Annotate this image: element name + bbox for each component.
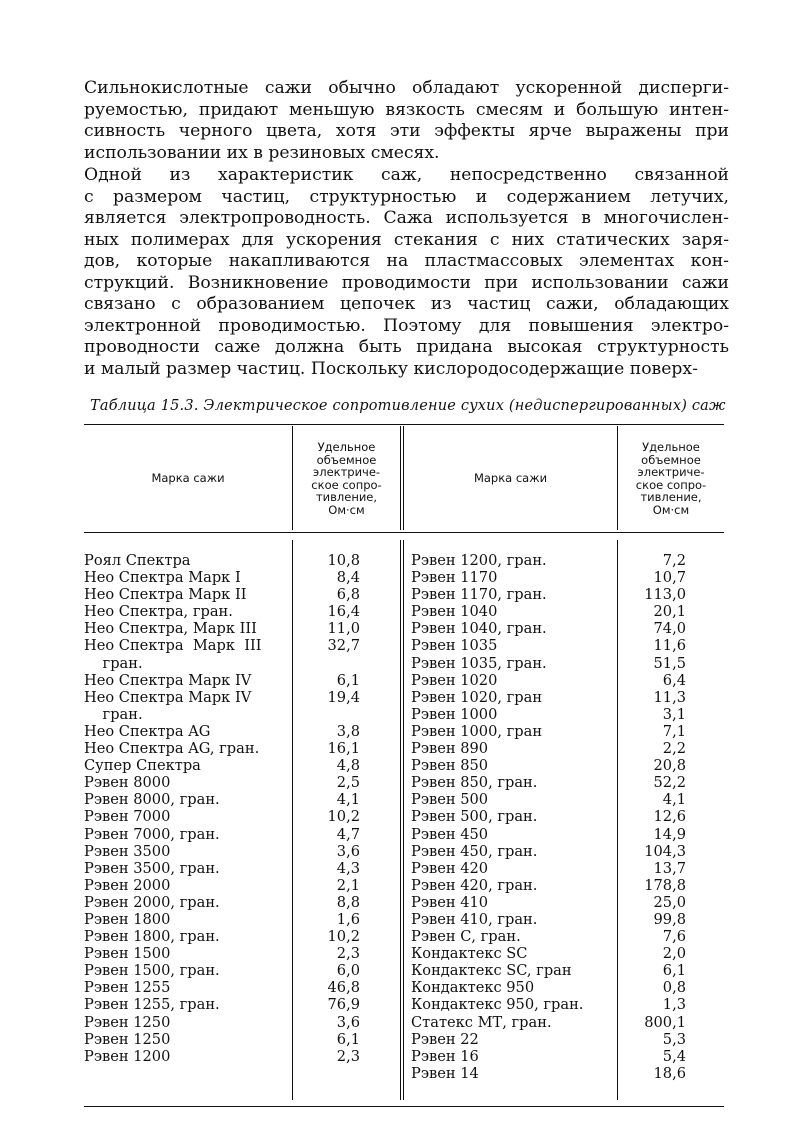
table-cell: Нео Спектра Марк IV xyxy=(84,688,252,706)
table-header-rule xyxy=(84,532,724,533)
table-cell: Рэвен 1800 xyxy=(84,910,171,928)
table-cell: Нео Спектра, Марк III xyxy=(84,620,257,638)
table-cell: Рэвен 1035, гран. xyxy=(411,654,547,672)
table-cell: 2,1 xyxy=(336,876,360,894)
table-cell: Рэвен 500, гран. xyxy=(411,808,538,826)
table-cell: 113,0 xyxy=(644,586,686,604)
right-value-column xyxy=(622,552,686,1082)
table-cell: 3,8 xyxy=(336,722,360,740)
table-cell: 104,3 xyxy=(644,842,686,860)
table-cell: 32,7 xyxy=(327,637,360,655)
table-cell: Рэвен 890 xyxy=(411,740,489,758)
table-cell: Рэвен 1255 xyxy=(84,979,171,997)
header-line: Ом·см xyxy=(328,502,365,517)
table-cell: 7,2 xyxy=(662,552,686,569)
table-cell: Нео Спектра Марк III xyxy=(84,637,262,655)
table-cell: Рэвен 1500, гран. xyxy=(84,962,220,980)
table-cell: Супер Спектра xyxy=(84,757,201,775)
table-cell: Рэвен 410 xyxy=(411,893,489,911)
paragraph-line: и малый размер частиц. Поскольку кислородосодержащие поверх- xyxy=(84,358,698,379)
paragraph-line: дов, которые накапливаются на пластмассовых элементах кон- xyxy=(84,251,729,271)
table-cell: 46,8 xyxy=(327,979,360,997)
paragraph-1 xyxy=(84,78,729,164)
header-brand-left: Марка сажи xyxy=(151,471,225,485)
paragraph-2 xyxy=(84,165,729,380)
table-cell: 74,0 xyxy=(653,620,686,638)
table-cell: Рэвен 1040, гран. xyxy=(411,620,547,638)
table-cell: Рэвен 7000, гран. xyxy=(84,825,220,843)
table-cell: 18,6 xyxy=(653,1064,686,1082)
table-cell: Нео Спектра Марк II xyxy=(84,586,247,604)
header-line: электриче- xyxy=(312,465,381,479)
table-cell: 5,4 xyxy=(662,1047,686,1065)
table-cell: 13,7 xyxy=(653,859,686,877)
table-cell: 2,3 xyxy=(336,1047,360,1065)
table-cell: 5,3 xyxy=(662,1030,686,1048)
table-cell: 51,5 xyxy=(653,654,686,672)
table-cell: 8,8 xyxy=(336,893,360,911)
table-cell: Рэвен 1250 xyxy=(84,1013,171,1031)
table-cell: 8,4 xyxy=(336,569,360,587)
table-cell: 10,2 xyxy=(327,928,360,946)
table-cell: Рэвен 1200, гран. xyxy=(411,552,547,569)
table-cell: 11,0 xyxy=(327,620,360,638)
paragraph-line: связано с образованием цепочек из частиц сажи, обладающих xyxy=(84,294,729,314)
table-bottom-rule xyxy=(84,1106,724,1107)
table-cell: Нео Спектра Марк I xyxy=(84,569,241,587)
table-cell: Рэвен 1250 xyxy=(84,1030,171,1048)
left-brand-column xyxy=(84,552,290,1065)
table-cell: Рэвен 16 xyxy=(411,1047,479,1065)
body-divider-2b xyxy=(403,540,404,1100)
table-cell: 4,3 xyxy=(336,859,360,877)
table-cell: Рэвен 450 xyxy=(411,825,489,843)
table-cell: Рэвен 1000 xyxy=(411,705,498,723)
table-cell: 6,1 xyxy=(662,962,686,980)
table-cell: 7,1 xyxy=(662,722,686,740)
table-cell: 1,3 xyxy=(662,996,686,1014)
header-line: тивление, xyxy=(315,490,378,504)
header-line: Удельное xyxy=(317,440,376,454)
table-cell: 4,7 xyxy=(336,825,360,843)
table-cell: Нео Спектра AG xyxy=(84,722,211,740)
header-line: электриче- xyxy=(637,465,705,479)
table-cell: 4,8 xyxy=(336,757,360,775)
table-cell: 76,9 xyxy=(327,996,360,1014)
table-cell: Рэвен 1000, гран xyxy=(411,722,543,740)
table-cell: 1,6 xyxy=(336,910,360,928)
table-cell: Рэвен 850 xyxy=(411,757,489,775)
table-cell: 52,2 xyxy=(653,774,686,792)
table-cell: 16,4 xyxy=(327,603,360,621)
table-cell: Рэвен 14 xyxy=(411,1064,479,1082)
table-cell xyxy=(296,706,360,723)
table-cell: 14,9 xyxy=(653,825,686,843)
header-resistance-right xyxy=(618,441,724,516)
table-cell: Рэвен 410, гран. xyxy=(411,910,538,928)
paragraph-line: электронной проводимостью. Поэтому для повышения электро- xyxy=(84,315,729,336)
table-cell: 6,1 xyxy=(336,1030,360,1048)
table-cell: 12,6 xyxy=(653,808,686,826)
table-cell: 2,5 xyxy=(336,774,360,792)
table-cell: Рэвен 420 xyxy=(411,859,489,877)
table-cell: Рэвен 8000 xyxy=(84,774,171,792)
table-cell: Рэвен 1040 xyxy=(411,603,498,621)
table-cell: Кондактекс SC, гран xyxy=(411,962,572,980)
body-divider-3 xyxy=(617,540,618,1100)
table-cell: Рэвен 1020 xyxy=(411,671,498,689)
table-cell xyxy=(296,655,360,672)
table-cell: Рэвен 8000, гран. xyxy=(84,791,220,809)
table-cell: 2,2 xyxy=(662,740,686,758)
table-cell: 3,6 xyxy=(336,1013,360,1031)
table-cell: 99,8 xyxy=(653,910,686,928)
header-brand-right: Марка сажи xyxy=(473,471,548,485)
paragraph-line: ных полимерах для ускорения стекания с них статических заря- xyxy=(84,229,729,250)
header-line: объемное xyxy=(316,452,377,467)
table-cell: 4,1 xyxy=(336,791,360,809)
table-cell: Рэвен 3500 xyxy=(84,842,171,860)
table-cell: Рэвен 1500 xyxy=(84,945,171,963)
paragraph-line: использовании их в резиновых смесях. xyxy=(84,142,440,163)
header-resistance-left xyxy=(293,441,400,516)
paragraph-line: проводности саже должна быть придана высокая структурность xyxy=(84,337,729,357)
table-cell: Рэвен 450, гран. xyxy=(411,842,538,860)
paragraph-line: сивность черного цвета, хотя эти эффекты ярче выражены при xyxy=(84,121,729,141)
table-cell: Нео Спектра, гран. xyxy=(84,603,233,621)
table-cell: 6,0 xyxy=(336,962,360,980)
table-cell: 16,1 xyxy=(327,740,360,758)
table-cell: гран. xyxy=(84,705,143,723)
body-divider-1 xyxy=(292,540,293,1100)
table-cell: Рэвен 1800, гран. xyxy=(84,928,220,946)
table-cell: 10,2 xyxy=(327,808,360,826)
table-cell: Кондактекс SC xyxy=(411,945,528,963)
table-cell: 6,8 xyxy=(336,586,360,604)
table-cell: 4,1 xyxy=(662,791,686,809)
right-brand-column xyxy=(411,552,615,1082)
table-cell: 11,3 xyxy=(653,688,686,706)
table-cell: Кондактекс 950, гран. xyxy=(411,996,584,1014)
header-line: ское сопро- xyxy=(635,477,707,492)
table-cell: Рэвен 1035 xyxy=(411,637,498,655)
table-cell: 7,6 xyxy=(662,928,686,946)
table-cell: Рэвен 22 xyxy=(411,1030,479,1048)
table-cell: 3,6 xyxy=(336,842,360,860)
table-cell: 0,8 xyxy=(662,979,686,997)
table-cell: Рэвен 3500, гран. xyxy=(84,859,220,877)
table-cell: 800,1 xyxy=(644,1013,686,1031)
table-cell: Рэвен 1170 xyxy=(411,569,498,587)
table-top-rule xyxy=(84,424,724,425)
header-divider-2a xyxy=(400,426,401,530)
table-cell: Рэвен 1020, гран xyxy=(411,688,543,706)
paragraph-line: руемостью, придают меньшую вязкость смесям и большую интен- xyxy=(84,99,729,120)
paragraph-line: Одной из характеристик саж, непосредственно связанной xyxy=(84,165,729,185)
table-cell: 2,0 xyxy=(662,945,686,963)
table-cell: 19,4 xyxy=(327,688,360,706)
paragraph-line: струкций. Возникновение проводимости при использовании сажи xyxy=(84,272,729,293)
header-line: объемное xyxy=(641,452,701,467)
table-cell: 6,4 xyxy=(662,671,686,689)
table-cell: Нео Спектра AG, гран. xyxy=(84,740,260,758)
left-value-column xyxy=(296,552,360,1065)
table-cell: 25,0 xyxy=(653,893,686,911)
table-cell: Рэвен 7000 xyxy=(84,808,171,826)
table-cell: 20,1 xyxy=(653,603,686,621)
table-cell: 3,1 xyxy=(662,705,686,723)
table-cell: Рэвен 1170, гран. xyxy=(411,586,547,604)
header-line: Ом·см xyxy=(652,502,690,517)
paragraph-line: является электропроводность. Сажа используется в многочислен- xyxy=(84,208,729,228)
table-cell: Рэвен 2000, гран. xyxy=(84,893,220,911)
table-cell: 10,7 xyxy=(653,569,686,587)
table-cell: Рэвен 420, гран. xyxy=(411,876,538,894)
table-cell: Роял Спектра xyxy=(84,552,191,569)
table-cell: Рэвен 500 xyxy=(411,791,489,809)
table-cell: 11,6 xyxy=(653,637,686,655)
header-line: ское сопро- xyxy=(311,477,382,492)
body-divider-2a xyxy=(400,540,401,1100)
header-line: Удельное xyxy=(642,440,700,454)
table-cell: 178,8 xyxy=(644,876,686,894)
header-line: тивление, xyxy=(640,490,702,504)
table-cell: Рэвен С, гран. xyxy=(411,928,521,946)
table-cell: 20,8 xyxy=(653,757,686,775)
table-cell: Рэвен 850, гран. xyxy=(411,774,538,792)
paragraph-line: с размером частиц, структурностью и содержанием летучих, xyxy=(84,186,729,207)
table-cell: гран. xyxy=(84,654,143,672)
table-caption: Таблица 15.3. Электрическое сопротивление сухих (недиспергированных) саж xyxy=(90,398,726,414)
table-cell: Рэвен 1200 xyxy=(84,1047,171,1065)
table-cell: Рэвен 1255, гран. xyxy=(84,996,220,1014)
table-cell: 10,8 xyxy=(327,552,360,569)
table-cell: Нео Спектра Марк IV xyxy=(84,671,252,689)
table-cell: Кондактекс 950 xyxy=(411,979,535,997)
table-cell: 6,1 xyxy=(336,671,360,689)
paragraph-line: Сильнокислотные сажи обычно обладают ускоренной дисперги- xyxy=(84,78,729,98)
table-cell: 2,3 xyxy=(336,945,360,963)
table-cell: Рэвен 2000 xyxy=(84,876,171,894)
table-cell: Статекс МТ, гран. xyxy=(411,1013,552,1031)
